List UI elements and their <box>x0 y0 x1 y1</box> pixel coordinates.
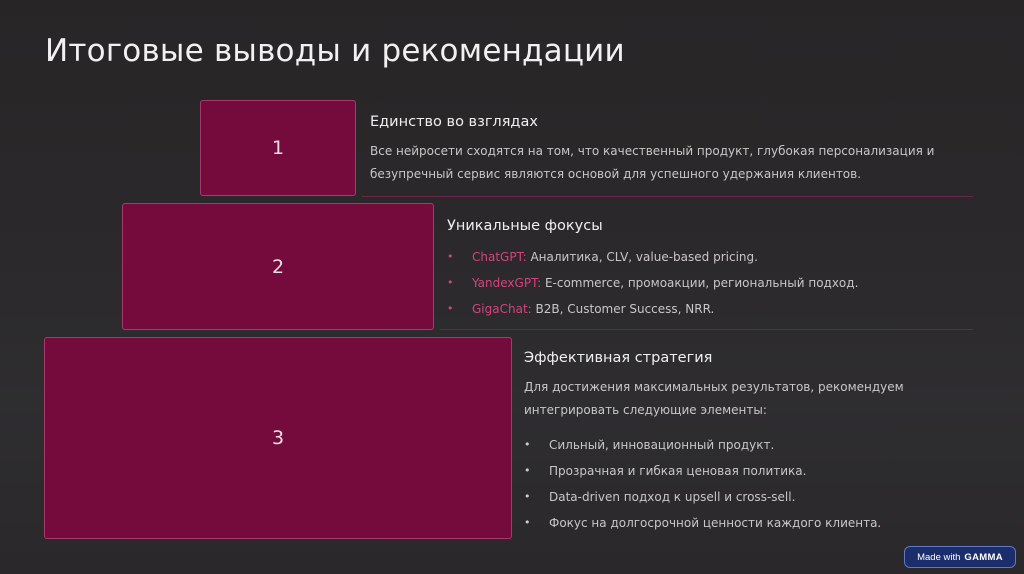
focus-list <box>447 244 967 322</box>
step-number-1: 1 <box>271 137 285 159</box>
brand-label-gigachat: GigaChat: <box>472 302 532 316</box>
step-box-3 <box>44 337 512 539</box>
strategy-item <box>524 510 969 536</box>
badge-prefix: Made with <box>917 551 961 563</box>
section-text-unity: Все нейросети сходятся на том, что качественный продукт, глубокая персонализация и безупречный сервис являются основой для успешного удержания клиентов. <box>370 144 935 181</box>
section-heading-strategy: Эффективная стратегия <box>524 350 713 366</box>
bullet-icon: • <box>447 302 454 315</box>
section-heading-unity: Единство во взглядах <box>370 114 538 130</box>
brand-label-chatgpt: ChatGPT: <box>472 250 527 264</box>
section-intro-strategy: Для достижения максимальных результатов, рекомендуем интегрировать следующие элементы: <box>524 380 904 417</box>
step-number-2: 2 <box>271 255 285 278</box>
focus-text-chatgpt: Аналитика, CLV, value-based pricing. <box>526 250 758 264</box>
focus-item-gigachat <box>447 296 967 322</box>
made-with-gamma-badge[interactable] <box>904 546 1016 568</box>
section-unique-focus <box>447 218 967 322</box>
bullet-icon: • <box>447 250 454 263</box>
section-heading-unique-focus: Уникальные фокусы <box>447 218 603 234</box>
strategy-item <box>524 484 969 510</box>
section-strategy <box>524 350 969 536</box>
strategy-item-text: Фокус на долгосрочной ценности каждого клиента. <box>549 516 882 530</box>
bullet-icon: • <box>524 438 531 451</box>
section-divider-1 <box>362 196 973 197</box>
focus-text-gigachat: B2B, Customer Success, NRR. <box>531 302 715 316</box>
section-divider-2 <box>440 329 973 330</box>
brand-label-yandexgpt: YandexGPT: <box>472 276 542 290</box>
strategy-list <box>524 432 969 536</box>
section-unity <box>370 114 970 186</box>
focus-text-yandexgpt: E-commerce, промоакции, региональный подход. <box>541 276 859 290</box>
strategy-item <box>524 458 969 484</box>
gamma-logo: GAMMA <box>964 551 1003 563</box>
bullet-icon: • <box>524 516 531 529</box>
bullet-icon: • <box>524 490 531 503</box>
strategy-item-text: Сильный, инновационный продукт. <box>549 438 775 452</box>
focus-item-yandexgpt <box>447 270 967 296</box>
step-number-3: 3 <box>271 427 285 449</box>
bullet-icon: • <box>447 276 454 289</box>
strategy-item-text: Data-driven подход к upsell и cross-sell. <box>549 490 796 504</box>
strategy-item-text: Прозрачная и гибкая ценовая политика. <box>549 464 807 478</box>
step-box-2 <box>122 203 434 330</box>
step-box-1 <box>200 100 356 196</box>
strategy-item <box>524 432 969 458</box>
focus-item-chatgpt <box>447 244 967 270</box>
bullet-icon: • <box>524 464 531 477</box>
page-title: Итоговые выводы и рекомендации <box>45 33 625 69</box>
